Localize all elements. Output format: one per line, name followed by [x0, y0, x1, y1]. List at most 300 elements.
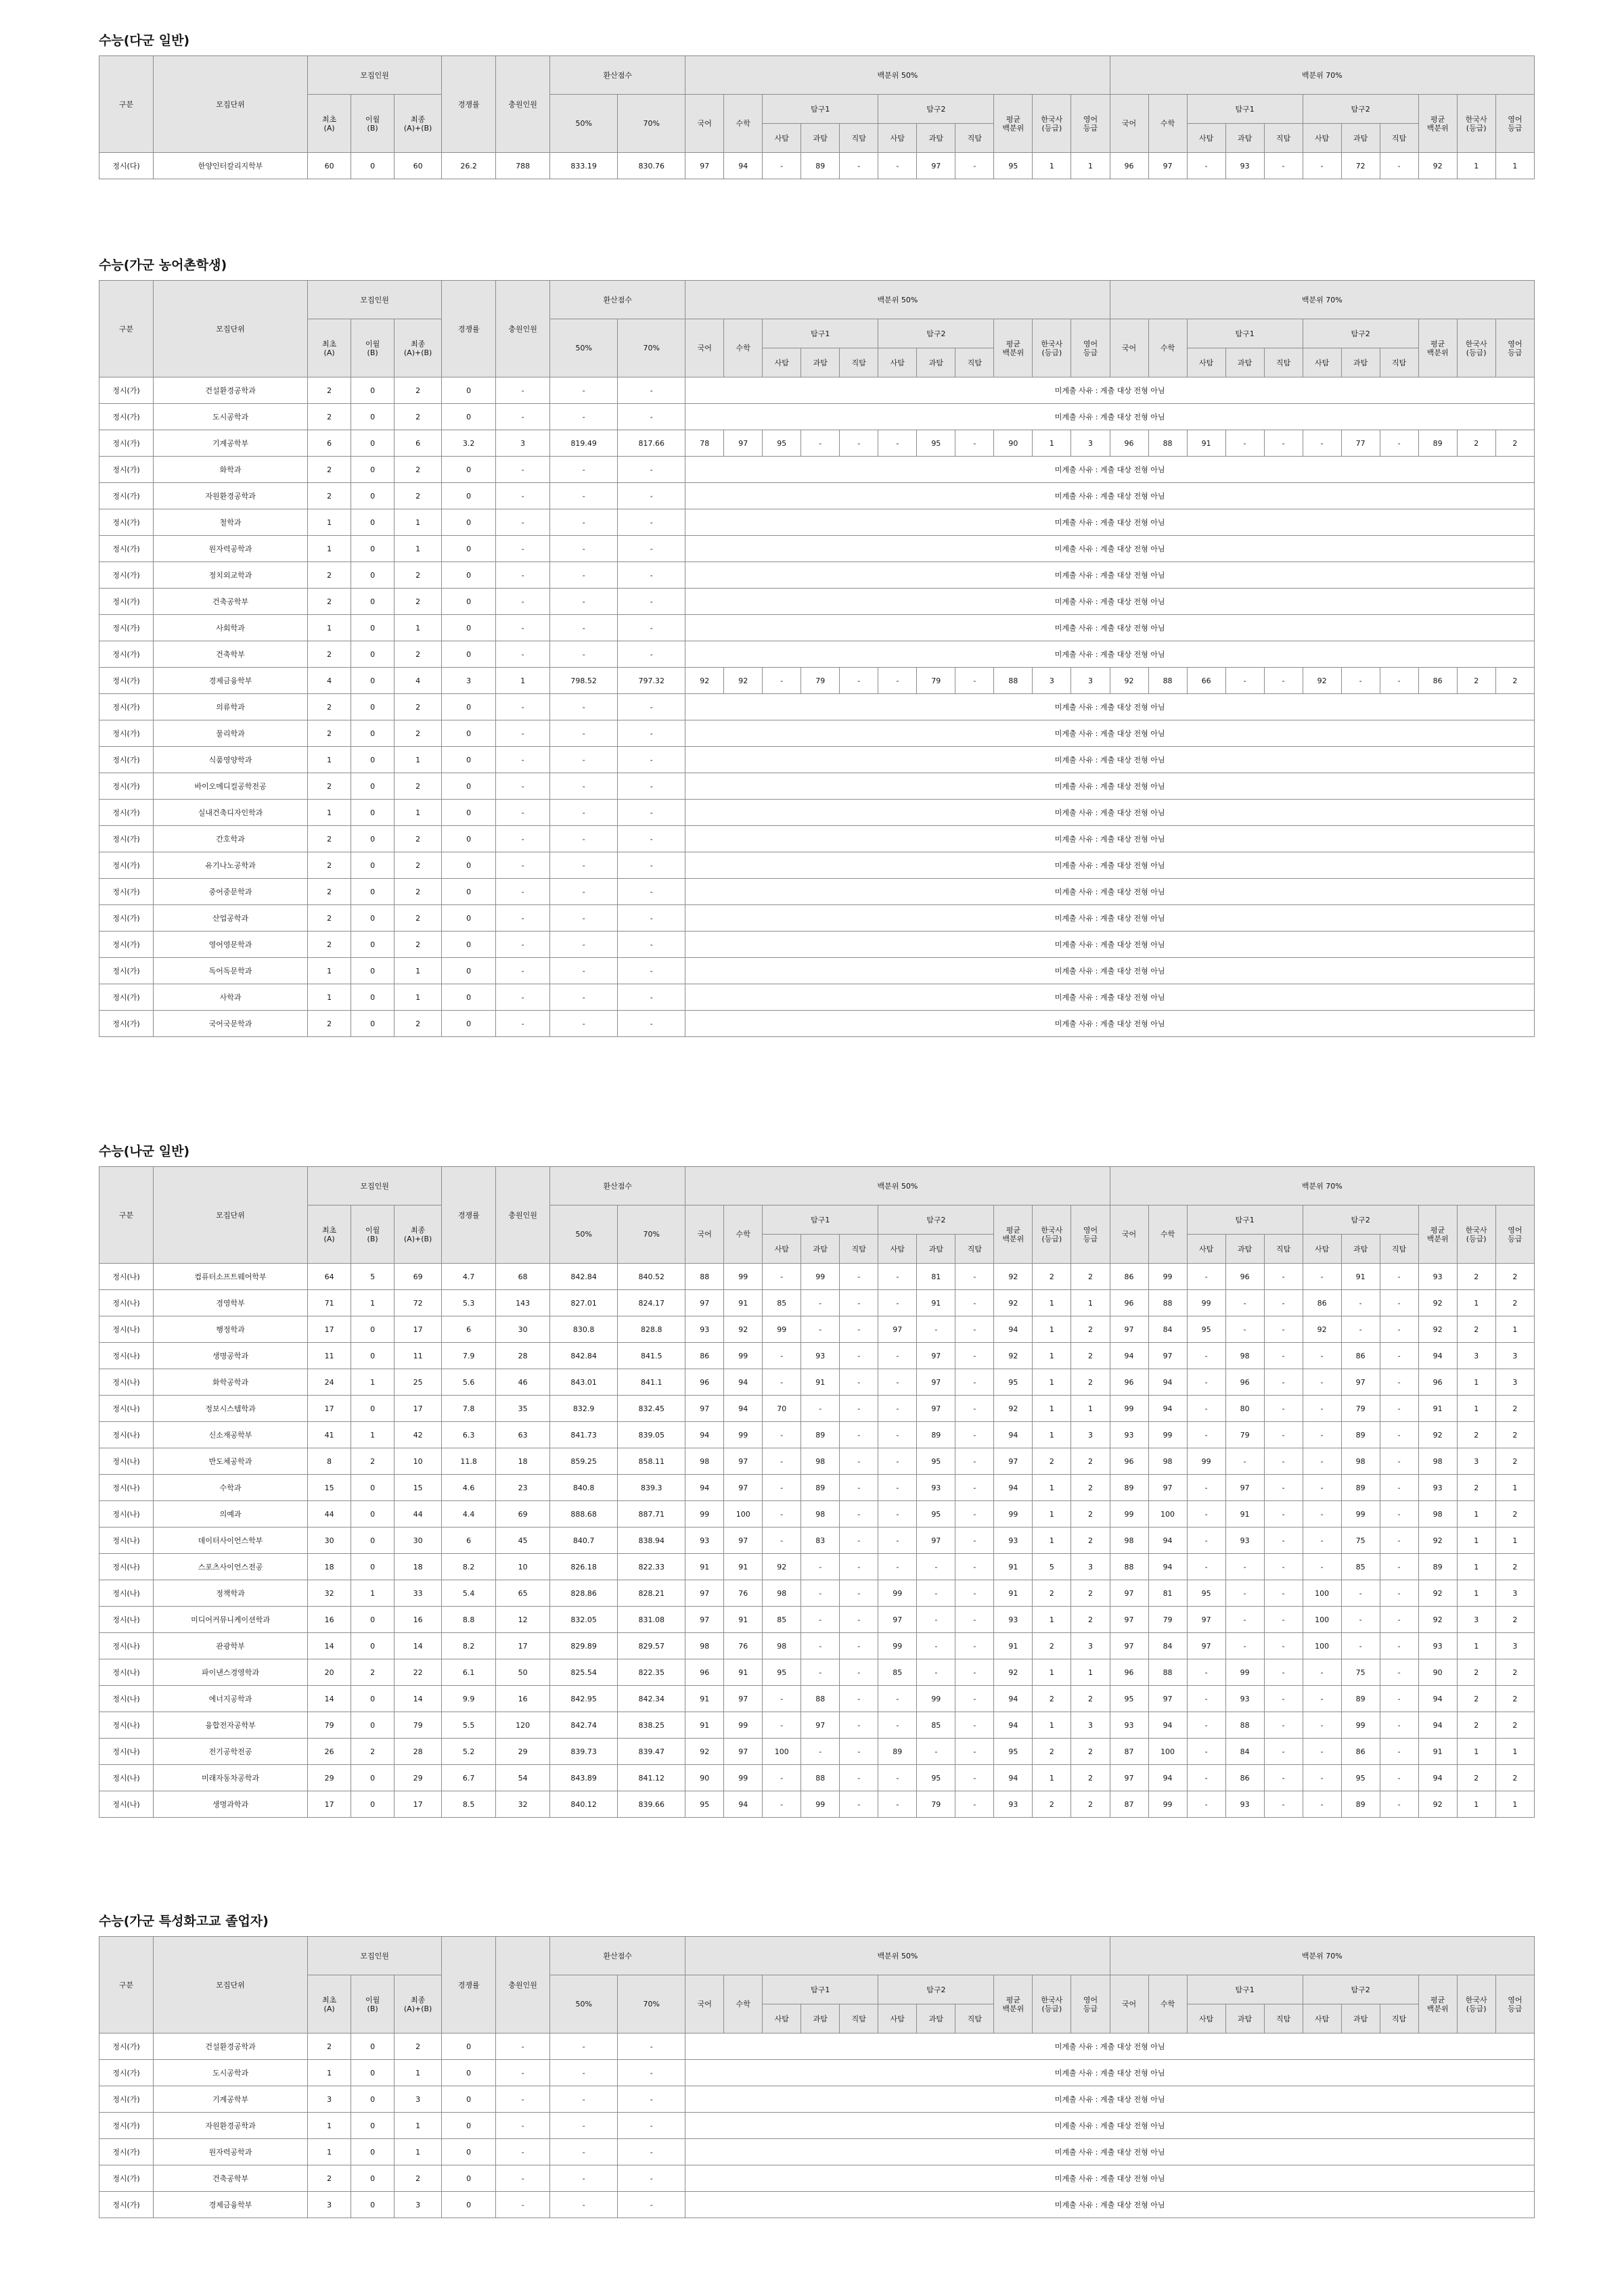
- header-science: 과탐: [801, 2004, 840, 2034]
- table-cell: -: [1264, 1765, 1303, 1791]
- table-cell: 92: [994, 1343, 1033, 1369]
- no-data-message: 미계출 사유 : 계출 대상 전형 아님: [685, 800, 1535, 826]
- table-cell: -: [1187, 1264, 1225, 1290]
- table-cell: 95: [1187, 1580, 1225, 1607]
- table-cell: 0: [351, 1686, 394, 1712]
- table-cell: 97: [1110, 1316, 1148, 1343]
- table-cell: 840.52: [618, 1264, 685, 1290]
- table-cell: 0: [442, 773, 496, 800]
- table-cell: 정시(가): [99, 852, 154, 879]
- table-cell: 90: [685, 1765, 724, 1791]
- table-cell: 정시(가): [99, 430, 154, 457]
- table-cell: -: [1187, 1791, 1225, 1818]
- table-cell: -: [763, 1712, 801, 1739]
- table-row: [99, 958, 1535, 984]
- table-cell: 건축공학부: [154, 2165, 308, 2192]
- table-cell: 2: [1495, 1554, 1534, 1580]
- table-cell: 0: [442, 2113, 496, 2139]
- table-cell: -: [955, 1686, 994, 1712]
- header-science: 과탐: [917, 2004, 955, 2034]
- header-percentile-50: 백분위 50%: [685, 1167, 1110, 1206]
- table-cell: -: [1380, 1528, 1418, 1554]
- table-row: [99, 404, 1535, 430]
- table-cell: 33: [394, 1580, 442, 1607]
- table-cell: -: [1264, 1791, 1303, 1818]
- table-cell: 5.3: [442, 1290, 496, 1316]
- table-cell: 93: [994, 1528, 1033, 1554]
- table-cell: -: [878, 1554, 917, 1580]
- table-cell: 2: [1495, 1607, 1534, 1633]
- table-cell: 96: [1110, 1659, 1148, 1686]
- table-cell: 2: [394, 773, 442, 800]
- table-cell: 2: [1457, 1659, 1495, 1686]
- table-cell: -: [801, 1607, 840, 1633]
- table-cell: -: [878, 1712, 917, 1739]
- table-cell: -: [840, 1712, 878, 1739]
- table-cell: 97: [878, 1607, 917, 1633]
- table-cell: 6.3: [442, 1422, 496, 1448]
- table-cell: 841.1: [618, 1369, 685, 1396]
- table-cell: -: [1187, 1739, 1225, 1765]
- table-cell: 97: [685, 1607, 724, 1633]
- table-cell: -: [618, 377, 685, 404]
- table-cell: -: [1380, 1264, 1418, 1290]
- table-row: [99, 1316, 1535, 1343]
- table-cell: 96: [1110, 430, 1148, 457]
- table-cell: -: [550, 641, 618, 668]
- table-cell: 0: [351, 879, 394, 905]
- table-cell: 정시(가): [99, 615, 154, 641]
- table-cell: 94: [994, 1765, 1033, 1791]
- table-cell: -: [840, 1422, 878, 1448]
- table-cell: 97: [685, 1580, 724, 1607]
- table-cell: 정시(가): [99, 720, 154, 747]
- table-cell: 도시공학과: [154, 2060, 308, 2086]
- table-cell: 1: [308, 958, 351, 984]
- table-cell: -: [550, 615, 618, 641]
- table-cell: 2: [394, 483, 442, 509]
- table-cell: 정시(가): [99, 536, 154, 562]
- table-cell: -: [496, 958, 550, 984]
- table-cell: 2: [1495, 1501, 1534, 1528]
- table-cell: 89: [1341, 1422, 1380, 1448]
- section-ga-rural: [99, 256, 1535, 1037]
- table-cell: 2: [308, 483, 351, 509]
- header-initial: 최초 (A): [308, 1975, 351, 2034]
- table-cell: 85: [917, 1712, 955, 1739]
- table-cell: 2: [1033, 1739, 1071, 1765]
- table-cell: 건축공학부: [154, 589, 308, 615]
- table-cell: 1: [394, 509, 442, 536]
- table-cell: 유기나노공학과: [154, 852, 308, 879]
- table-cell: 92: [1303, 668, 1341, 694]
- table-cell: 97: [994, 1448, 1033, 1475]
- header-social: 사탐: [1303, 2004, 1341, 2034]
- table-cell: -: [801, 1739, 840, 1765]
- table-cell: 75: [1341, 1659, 1380, 1686]
- table-cell: -: [618, 641, 685, 668]
- table-cell: 정시(가): [99, 562, 154, 589]
- table-cell: 100: [1303, 1607, 1341, 1633]
- table-cell: 6.1: [442, 1659, 496, 1686]
- table-cell: 85: [763, 1607, 801, 1633]
- no-data-message: 미계출 사유 : 계출 대상 전형 아님: [685, 2113, 1535, 2139]
- table-cell: 2: [1495, 1686, 1534, 1712]
- table-cell: 832.05: [550, 1607, 618, 1633]
- table-cell: 3: [1457, 1343, 1495, 1369]
- table-cell: 68: [496, 1264, 550, 1290]
- table-cell: -: [878, 153, 917, 179]
- table-cell: -: [618, 2086, 685, 2113]
- table-cell: 자원환경공학과: [154, 2113, 308, 2139]
- table-cell: 정책학과: [154, 1580, 308, 1607]
- table-cell: -: [955, 1554, 994, 1580]
- table-cell: -: [496, 2192, 550, 2218]
- table-cell: 94: [1148, 1554, 1187, 1580]
- table-cell: 2: [394, 377, 442, 404]
- table-cell: 0: [351, 773, 394, 800]
- table-cell: 화학공학과: [154, 1369, 308, 1396]
- header-korean-history: 한국사 (등급): [1033, 1975, 1071, 2034]
- table-cell: 85: [1341, 1554, 1380, 1580]
- table-cell: -: [955, 1739, 994, 1765]
- table-cell: -: [618, 536, 685, 562]
- table-row: [99, 1528, 1535, 1554]
- header-avg-percentile: 평균 백분위: [1418, 95, 1457, 153]
- header-social: 사탐: [878, 348, 917, 377]
- table-cell: -: [1225, 1316, 1264, 1343]
- table-cell: 96: [685, 1369, 724, 1396]
- section-title: 수능(가군 농어촌학생): [99, 258, 227, 273]
- section-ga-vocational: [99, 1912, 1535, 2218]
- header-vocational: 직탐: [1264, 1235, 1303, 1264]
- header-score-70: 70%: [618, 319, 685, 377]
- no-data-message: 미계출 사유 : 계출 대상 전형 아님: [685, 562, 1535, 589]
- table-cell: -: [840, 1633, 878, 1659]
- header-avg-percentile: 평균 백분위: [994, 95, 1033, 153]
- table-cell: -: [1380, 1686, 1418, 1712]
- table-cell: 2: [1495, 430, 1534, 457]
- table-cell: 2: [394, 879, 442, 905]
- table-cell: 정시(가): [99, 826, 154, 852]
- table-cell: -: [1264, 1396, 1303, 1422]
- no-data-message: 미계출 사유 : 계출 대상 전형 아님: [685, 377, 1535, 404]
- table-cell: 0: [442, 615, 496, 641]
- table-cell: -: [1303, 430, 1341, 457]
- table-cell: 100: [763, 1739, 801, 1765]
- table-cell: 정시(나): [99, 1396, 154, 1422]
- header-charged: 충원인원: [496, 56, 550, 153]
- table-cell: 88: [1148, 668, 1187, 694]
- table-cell: 1: [1033, 153, 1071, 179]
- header-math: 수학: [1148, 95, 1187, 153]
- table-cell: 2: [1033, 1580, 1071, 1607]
- header-math: 수학: [1148, 1206, 1187, 1264]
- table-cell: 1: [308, 747, 351, 773]
- table-cell: -: [1380, 1659, 1418, 1686]
- table-cell: 2: [394, 1011, 442, 1037]
- table-cell: 99: [1148, 1791, 1187, 1818]
- table-cell: -: [1303, 1343, 1341, 1369]
- table-cell: 2: [1495, 1659, 1534, 1686]
- table-cell: 0: [351, 1607, 394, 1633]
- table-cell: 원자력공학과: [154, 536, 308, 562]
- table-cell: 831.08: [618, 1607, 685, 1633]
- table-cell: 2: [1071, 1791, 1110, 1818]
- table-cell: -: [618, 509, 685, 536]
- table-cell: 97: [917, 1343, 955, 1369]
- table-cell: 94: [994, 1712, 1033, 1739]
- header-inquiry-1: 탐구1: [763, 1206, 878, 1235]
- table-cell: -: [1225, 1580, 1264, 1607]
- table-cell: 26: [308, 1739, 351, 1765]
- table-cell: -: [618, 457, 685, 483]
- table-cell: 0: [351, 1343, 394, 1369]
- table-cell: 42: [394, 1422, 442, 1448]
- header-converted-score: 환산점수: [550, 1167, 685, 1206]
- header-korean-history: 한국사 (등급): [1457, 1975, 1495, 2034]
- table-cell: 2: [308, 404, 351, 430]
- table-cell: 1: [1033, 1369, 1071, 1396]
- table-cell: 97: [1148, 1343, 1187, 1369]
- table-cell: 96: [1225, 1264, 1264, 1290]
- table-cell: 92: [994, 1264, 1033, 1290]
- table-cell: -: [1341, 1607, 1380, 1633]
- table-cell: 88: [1110, 1554, 1148, 1580]
- table-cell: 2: [1457, 1765, 1495, 1791]
- header-vocational: 직탐: [1264, 2004, 1303, 2034]
- no-data-message: 미계출 사유 : 계출 대상 전형 아님: [685, 720, 1535, 747]
- table-cell: 데이터사이언스학부: [154, 1528, 308, 1554]
- table-cell: 정시(나): [99, 1633, 154, 1659]
- table-cell: 정시(나): [99, 1422, 154, 1448]
- table-cell: 94: [994, 1475, 1033, 1501]
- table-cell: -: [496, 852, 550, 879]
- table-cell: 97: [801, 1712, 840, 1739]
- no-data-message: 미계출 사유 : 계출 대상 전형 아님: [685, 615, 1535, 641]
- table-cell: 89: [801, 1475, 840, 1501]
- table-cell: -: [618, 404, 685, 430]
- header-inquiry-2: 탐구2: [1303, 95, 1418, 124]
- header-science: 과탐: [1341, 1235, 1380, 1264]
- header-inquiry-2: 탐구2: [878, 1975, 994, 2004]
- table-cell: 2: [1033, 1448, 1071, 1475]
- header-inquiry-1: 탐구1: [1187, 1975, 1303, 2004]
- table-cell: 86: [1110, 1264, 1148, 1290]
- table-cell: -: [955, 1448, 994, 1475]
- table-cell: -: [496, 932, 550, 958]
- table-cell: 50: [496, 1659, 550, 1686]
- table-cell: 100: [1303, 1633, 1341, 1659]
- table-cell: 100: [1148, 1739, 1187, 1765]
- table-cell: 1: [1033, 1316, 1071, 1343]
- table-cell: 93: [1418, 1264, 1457, 1290]
- table-cell: 8: [308, 1448, 351, 1475]
- table-cell: 식품영양학과: [154, 747, 308, 773]
- table-cell: 60: [308, 153, 351, 179]
- table-cell: 89: [1418, 430, 1457, 457]
- table-cell: 0: [442, 509, 496, 536]
- table-cell: -: [878, 1290, 917, 1316]
- table-cell: -: [618, 826, 685, 852]
- header-science: 과탐: [917, 348, 955, 377]
- score-table: [99, 280, 1535, 1037]
- header-science: 과탐: [1225, 2004, 1264, 2034]
- table-cell: -: [1303, 1528, 1341, 1554]
- header-carry: 이월 (B): [351, 95, 394, 153]
- table-cell: -: [840, 1739, 878, 1765]
- table-row: [99, 905, 1535, 932]
- table-cell: 842.74: [550, 1712, 618, 1739]
- header-math: 수학: [1148, 319, 1187, 377]
- table-cell: 69: [394, 1264, 442, 1290]
- table-cell: -: [840, 430, 878, 457]
- table-cell: 92: [1418, 1607, 1457, 1633]
- table-cell: -: [763, 1501, 801, 1528]
- table-cell: -: [1187, 1343, 1225, 1369]
- table-cell: -: [550, 457, 618, 483]
- table-cell: 0: [351, 984, 394, 1011]
- header-korean: 국어: [685, 319, 724, 377]
- table-cell: -: [840, 1369, 878, 1396]
- header-english: 영어 등급: [1495, 1206, 1534, 1264]
- table-cell: 797.32: [618, 668, 685, 694]
- header-korean: 국어: [685, 1975, 724, 2034]
- table-cell: 정시(나): [99, 1791, 154, 1818]
- no-data-message: 미계출 사유 : 계출 대상 전형 아님: [685, 958, 1535, 984]
- table-cell: 4.6: [442, 1475, 496, 1501]
- table-cell: 정시(나): [99, 1343, 154, 1369]
- table-cell: -: [840, 1607, 878, 1633]
- header-science: 과탐: [1341, 348, 1380, 377]
- table-cell: 정시(나): [99, 1659, 154, 1686]
- table-cell: 5.4: [442, 1580, 496, 1607]
- table-cell: 1: [1457, 1290, 1495, 1316]
- table-cell: 0: [442, 641, 496, 668]
- table-cell: -: [955, 1422, 994, 1448]
- table-cell: 94: [1148, 1528, 1187, 1554]
- table-cell: 한양인터칼리지학부: [154, 153, 308, 179]
- table-cell: 16: [394, 1607, 442, 1633]
- table-cell: -: [955, 1633, 994, 1659]
- table-cell: 2: [394, 852, 442, 879]
- table-cell: 97: [724, 1528, 763, 1554]
- header-recruit: 모집인원: [308, 1167, 442, 1206]
- table-cell: 1: [308, 984, 351, 1011]
- table-cell: 0: [351, 562, 394, 589]
- table-row: [99, 1739, 1535, 1765]
- table-cell: 0: [442, 694, 496, 720]
- table-cell: 2: [1071, 1475, 1110, 1501]
- table-cell: 830.8: [550, 1316, 618, 1343]
- header-score-70: 70%: [618, 1206, 685, 1264]
- table-cell: 833.19: [550, 153, 618, 179]
- table-cell: 0: [351, 589, 394, 615]
- table-cell: 91: [801, 1369, 840, 1396]
- table-cell: 1: [1071, 1290, 1110, 1316]
- table-cell: -: [1264, 1343, 1303, 1369]
- table-cell: -: [550, 747, 618, 773]
- table-cell: 29: [496, 1739, 550, 1765]
- header-vocational: 직탐: [840, 2004, 878, 2034]
- table-cell: 정시(가): [99, 2139, 154, 2165]
- table-cell: -: [496, 589, 550, 615]
- section-title: 수능(나군 일반): [99, 1144, 190, 1159]
- table-cell: 3: [1495, 1633, 1534, 1659]
- table-cell: 정시(가): [99, 2060, 154, 2086]
- table-cell: 1: [394, 2060, 442, 2086]
- table-cell: -: [1264, 1422, 1303, 1448]
- table-cell: 98: [1225, 1343, 1264, 1369]
- header-english: 영어 등급: [1071, 1975, 1110, 2034]
- table-cell: 0: [351, 615, 394, 641]
- table-cell: 2: [1457, 430, 1495, 457]
- table-cell: 1: [1495, 153, 1534, 179]
- table-cell: 96: [685, 1659, 724, 1686]
- table-cell: -: [550, 694, 618, 720]
- table-cell: 8.2: [442, 1554, 496, 1580]
- table-cell: -: [878, 668, 917, 694]
- table-cell: -: [618, 483, 685, 509]
- header-ratio: 경쟁률: [442, 56, 496, 153]
- no-data-message: 미계출 사유 : 계출 대상 전형 아님: [685, 984, 1535, 1011]
- table-cell: -: [763, 153, 801, 179]
- table-cell: -: [496, 2139, 550, 2165]
- table-cell: 0: [442, 2139, 496, 2165]
- table-cell: 0: [442, 404, 496, 430]
- table-cell: -: [1380, 1739, 1418, 1765]
- table-cell: 4: [308, 668, 351, 694]
- table-cell: 정시(가): [99, 2192, 154, 2218]
- table-cell: -: [618, 2192, 685, 2218]
- table-cell: -: [496, 800, 550, 826]
- table-cell: 2: [308, 826, 351, 852]
- table-cell: 92: [994, 1659, 1033, 1686]
- table-cell: 경제금융학부: [154, 2192, 308, 2218]
- header-science: 과탐: [801, 124, 840, 153]
- header-korean: 국어: [1110, 95, 1148, 153]
- table-cell: 788: [496, 153, 550, 179]
- table-cell: 17: [394, 1791, 442, 1818]
- table-cell: 85: [878, 1659, 917, 1686]
- header-vocational: 직탐: [840, 348, 878, 377]
- table-cell: -: [496, 2034, 550, 2060]
- table-cell: 30: [308, 1528, 351, 1554]
- table-cell: 97: [878, 1316, 917, 1343]
- table-cell: 0: [442, 747, 496, 773]
- table-cell: -: [618, 932, 685, 958]
- table-cell: 정시(가): [99, 694, 154, 720]
- table-cell: 2: [308, 2034, 351, 2060]
- table-cell: -: [955, 1396, 994, 1422]
- table-cell: -: [878, 1475, 917, 1501]
- table-cell: 90: [994, 430, 1033, 457]
- header-score-50: 50%: [550, 1206, 618, 1264]
- table-cell: -: [550, 826, 618, 852]
- table-cell: 60: [394, 153, 442, 179]
- table-cell: -: [496, 826, 550, 852]
- table-cell: 2: [308, 1011, 351, 1037]
- table-cell: 기계공학부: [154, 430, 308, 457]
- score-table: [99, 1166, 1535, 1818]
- table-cell: 92: [763, 1554, 801, 1580]
- table-cell: -: [1264, 1686, 1303, 1712]
- table-cell: 64: [308, 1264, 351, 1290]
- no-data-message: 미계출 사유 : 계출 대상 전형 아님: [685, 905, 1535, 932]
- table-cell: 1: [1033, 1396, 1071, 1422]
- table-cell: 0: [351, 668, 394, 694]
- table-cell: 0: [351, 483, 394, 509]
